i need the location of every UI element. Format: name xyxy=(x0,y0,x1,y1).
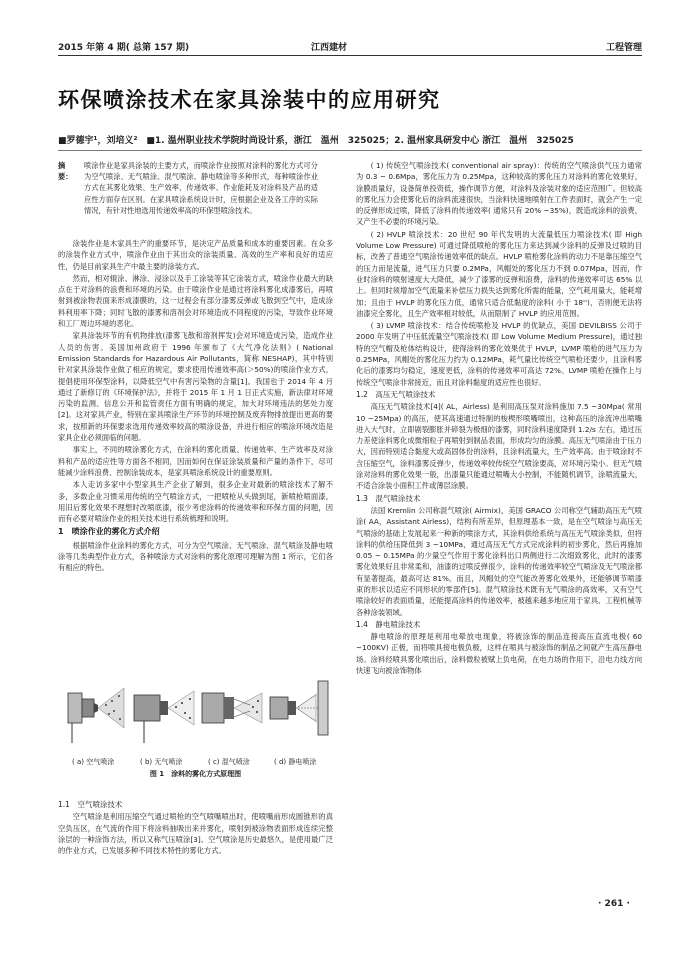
section-heading-1: 1 喷涂作业的雾化方式介绍 xyxy=(58,527,160,537)
body-paragraph: 涂装作业是木家具生产的重要环节，是决定产品质量和成本的重要因素。在众多的涂装作业方式中，喷涂作业由于其出众的涂装质量、高效的生产率和良好的适应性，仍是目前家具生产中最主要的涂装方式。 xyxy=(58,239,333,271)
air-spray-diagram xyxy=(62,663,128,749)
body-paragraph: ( 2) HVLP 喷涂技术：20 世纪 90 年代发明的大流量低压力喷涂技术( 即 High Volume Low Pressure) 可通过降低喷枪的雾化压力来达到减少涂料的反弹及过喷的目标，改善了普通空气喷涂传递效率低的缺点。HVLP 喷枪雾化涂料的动力不是靠压缩空气的压力而是流量，进气压力只要 0.2MPa，风帽处的雾化压力不到 0.07Mpa，因而，作业时涂料的喷射速度大大降低，减少了漆雾的反弹和浪费，涂料的传递效率可达 65% 以上。但同时须增加空气流量来补偿压力损失达到雾化所需的能量，空气耗用量大，能耗增加；且由于 HVLP 的雾化压力低，通常只适合低黏度的涂料( 小于 18'')，否则便无法将油漆完全雾化，且生产效率相对较低，从而限制了 HVLP 的应用范围。 xyxy=(356,229,642,318)
subcaption-a: ( a) 空气喷涂 xyxy=(72,758,115,766)
subcaption-d: ( d) 静电喷涂 xyxy=(274,758,317,766)
body-paragraph: 空气喷涂是利用压缩空气通过喷枪的空气喷嘴喷出时，使喷嘴前形成圆锥形的真空负压区，在气流的作用下将涂料抽吸出来并雾化，喷射到被涂物表面形成连续完整涂层的一种涂饰方法，所以又称气压喷涂[3]。空气喷涂是历史最悠久，是使用最广泛的作业方式，已发展多种不同技术特性的雾化方式。 xyxy=(58,812,333,856)
body-paragraph: 高压无气喷涂技术[4]( AL，Airless) 是利用高压泵对涂料施加 7.5 ~30Mpa( 常用 10 ~25Mpa) 的高压，使其高速通过特制的梭楔形喷嘴喷出，这种高压的涂流冲出喷嘴进入大气时，立即剧裂膨胀并碎裂为极细的漆雾，同时涂料速度降到 1.2/s 左右，通过压力差使涂料雾化成微细粒子再喷射到制品表面，形成均匀的涂膜。高压无气喷涂由于压力大，因而特别适合黏度大或高固体份的涂料，且涂料流量大，生产效率高。由于喷涂时不含压缩空气，涂料漆雾反弹少，传递效率较传统空气喷涂要高，对环境污染小。但无气喷涂对涂料的雾化效果一般，出漆量只能通过喷嘴大小控制，不能随机调节，涂喷流量大，不适合涂装小面积工件或薄层涂膜。 xyxy=(356,402,642,491)
abstract-text: 喷涂作业是家具涂装的主要方式，而喷涂作业按照对涂料的雾化方式可分为空气喷涂、无气喷涂、混气喷涂、静电喷涂等多种形式，每种喷涂作业方式在其雾化效果、生产效率、传递效率、作业能耗及对涂料及产品的适应性方面存在区别。在家具喷涂系统设计时，应根据企业及各工序的实际情况，有针对性地选用传递效率高的环保型喷涂技术。 xyxy=(84,161,318,215)
airless-spray-diagram xyxy=(130,663,196,749)
body-paragraph: 事实上，不同的喷涂雾化方式，在涂料的雾化质量、传递效率、生产效率及对涂料和产品的适应性等方面各不相同，因而如何在保证涂装质量和产量的条件下，尽可能减少涂料浪费、控制涂装成本，是家具喷涂系统设计的重要原则。 xyxy=(58,445,333,477)
body-paragraph: 然而，相对辊涂、淋涂、浸涂以及手工涂装等其它涂装方式，喷涂作业最大的缺点在于对涂料的浪费和环境的污染。由于喷涂作业是通过将涂料雾化成漆雾后，再喷射到被涂物表面来形成漆膜的，这一过程会有部分漆雾反弹或飞散到空气中，造成涂料利用率下降；同时飞散的漆雾和溶剂会对环境造成不同程度的污染，导致作业环境和工厂周边环境的恶化。 xyxy=(58,273,333,329)
subcaption-c: ( c) 混气喷涂 xyxy=(208,758,250,766)
subcaption-b: ( b) 无气喷涂 xyxy=(140,758,183,766)
figure-1 xyxy=(58,663,333,781)
figure-subcaptions xyxy=(58,757,333,767)
electrostatic-spray-diagram xyxy=(266,663,332,749)
article-title: 环保喷涂技术在家具涂装中的应用研究 xyxy=(58,88,441,112)
section-heading-1-3: 1.3 混气喷涂技术 xyxy=(356,493,421,503)
author-line: ■罗德宇¹，刘培义² ■1. 温州职业技术学院时尚设计系，浙江 温州 325025；2. 温州家具研发中心 浙江 温州 325025 xyxy=(58,136,574,146)
issue-info: 2015 年第 4 期( 总第 157 期) xyxy=(58,43,190,53)
body-paragraph: ( 3) LVMP 喷涂技术：结合传统喷枪及 HVLP 的优缺点，美国 DEVILBISS 公司于 2000 年发明了中压低流量空气喷涂技术( 即 Low Volume Medium Pressure)，通过独特的空气帽及枪体结构设计，使得涂料的雾化效果优于 HVLP，LVMP 喷枪的进气压力为 0.25MPa，风帽处的雾化压力约为 0.12MPa，耗气量比传统空气喷枪还要少，且涂料雾化后的漆雾均匀稳定，速度更低，涂料的传递效率可高达 72%。LVMP 喷枪在操作上与传统空气喷涂非常接近，而且对涂料黏度的适应性也很好。 xyxy=(356,321,642,387)
left-column-bottom xyxy=(58,798,333,857)
figure-caption: 图 1 涂料的雾化方式原理图 xyxy=(149,770,242,778)
body-paragraph: 法国 Kremlin 公司称混气喷涂( Airmix)，美国 GRACO 公司称空气辅助高压无气喷涂( AA，Assistant Airless)，结构有所差异，但原理基本一致，是在空气喷涂与高压无气喷涂的基础上发展起来一种新的喷涂方式，其涂料供给系统与高压无气喷涂类似，但将涂料的供给压降低到 3 ~10MPa，通过高压无气方式完成涂料的初步雾化，然后再施加 0.05 ~ 0.15MPa 的少量空气作用于雾化涂料出口两侧进行二次细致雾化，此时的漆雾雾化效果好且非常柔和，油漆的过喷反弹很少，涂料的传递效率较空气喷涂及无气喷涂都有显著提高，最高可达 81%。而且，风帽处的空气能改善雾化效果外，还能够调节喷漆束的形状以适应不同形状的零部件[5]。混气喷涂技术既有无气喷涂的高效率，又有空气喷涂较好的表面质量，还能提高涂料的传递效率，被越来越多地应用于家具、工程机械等各种涂装领域。 xyxy=(356,505,642,617)
body-paragraph: 根据喷涂作业涂料的雾化方式，可分为空气喷涂、无气喷涂、混气喷涂及静电喷涂等几类典型作业方式，各种喷涂方式对涂料的雾化原理可理解为图 1 所示，它们各有相应的特色。 xyxy=(58,540,333,573)
section-name: 工程管理 xyxy=(605,43,642,53)
page-number: · 261 · xyxy=(598,899,630,909)
byline-rule xyxy=(58,150,642,151)
body-paragraph: 静电喷涂的原理是利用电晕放电现象，将被涂饰的制品连接高压直流电极( 60 ~100KV) 正极，而将喷具接电极负极，这样在喷具与被涂饰的制品之间就产生高压静电场。涂料经喷具雾化喷出后，涂料微粒被赋上负电荷，在电力场的作用下，沿电力线方向快速飞向被涂饰物体 xyxy=(356,632,642,676)
abstract-label: 摘 要： xyxy=(58,161,73,182)
section-heading-1-4: 1.4 静电喷涂技术 xyxy=(356,619,421,629)
header-rule xyxy=(58,55,642,56)
journal-name: 江西建材 xyxy=(311,43,348,53)
body-paragraph: 家具涂装环节的有机物排放(漆雾飞散和溶剂挥发)会对环境造成污染，造成作业人员的伤害。美国加州政府于 1996 年颁布了《大气净化法则》( National Emission Standards for Hazardous Air Pollutants，简称 NESHAP)，其中特别针对家具涂装作业做了相应的规定，要求使用传递效率高(＞50%)的喷涂作业方式，提倡使用环保型涂料，以降低空气中有害污染物的含量[1]。我国也于 2014 年 4 月通过了新修订的《环境保护法》，并将于 2015 年 1 月 1 日正式实施，新法律对环境污染的监测、信息公开和监管责任方面有明确的规定，加大对环境违法的惩处力度[2]。这对家具产业，特别在家具喷涂生产环节的环境控制及废弃物排放提出更高的要求，按照新的环保要求选用传递效率较高的喷涂设备，并进行相应的喷涂环境改造是家具企业必须面临的问题。 xyxy=(58,331,333,443)
right-column xyxy=(356,160,642,677)
section-heading-1-2: 1.2 高压无气喷涂技术 xyxy=(356,389,436,399)
section-heading-1-1: 1.1 空气喷涂技术 xyxy=(58,800,123,809)
running-head xyxy=(58,40,642,54)
abstract xyxy=(58,160,318,216)
left-column xyxy=(58,238,333,575)
body-paragraph: ( 1) 传统空气喷涂技术( conventional air spray)：传统的空气喷涂供气压力通常为 0.3 ~ 0.6Mpa，雾化压力为 0.25Mpa，这种较高的雾化压力对涂料的雾化效果好，涂膜质量好，设备简单投资低，操作调节方便，对涂料及涂装对象的适应范围广。但较高的雾化压力会使雾化后的涂料流速很快，当涂料快速地喷射在工件表面时，就会产生一定的反弹形成过喷，降低了涂料的传递效率( 通常只有 20% ~35%)，既造成涂料的浪费，又产生不必要的环境污染。 xyxy=(356,161,642,227)
airmix-spray-diagram xyxy=(198,663,264,749)
body-paragraph: 本人走访多家中小型家具生产企业了解到，很多企业对最新的喷涂技术了解不多，多数企业习惯采用传统的空气喷涂方式，一把喷枪从头做到尾，新喷枪喷面漆，用旧后雾化效果不理想时改喷底漆，很少考虑涂料的传递效率和环保方面的问题，因而有必要对喷涂作业的相关技术进行系统梳理和说明。 xyxy=(58,480,333,524)
